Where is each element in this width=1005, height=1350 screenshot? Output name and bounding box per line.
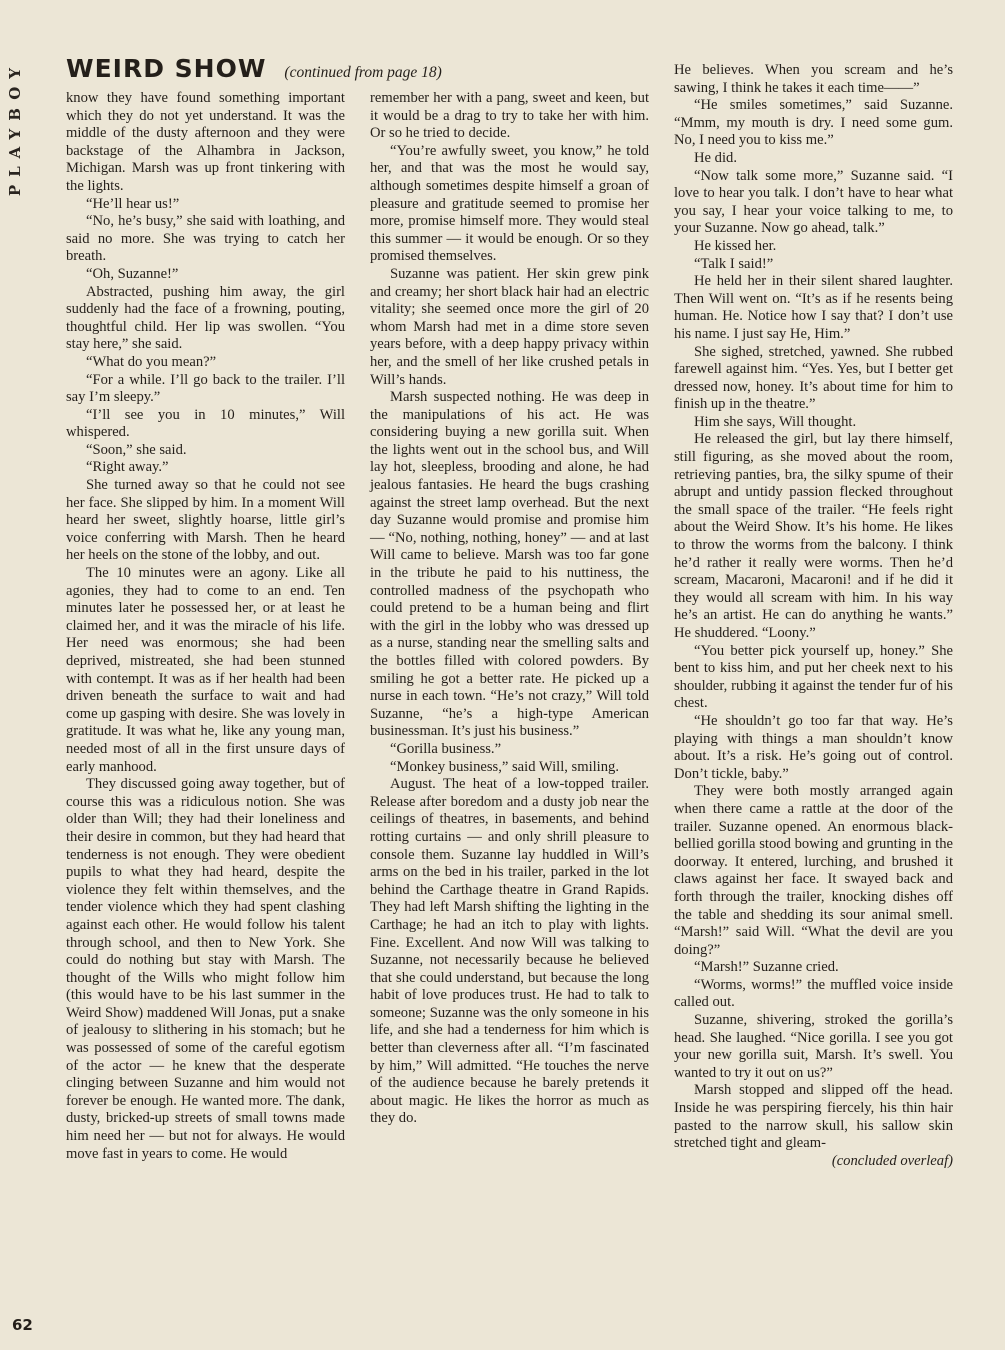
text-column-1 xyxy=(66,90,345,1163)
paragraph: “Worms, worms!” the muffled voice inside called out. xyxy=(674,976,953,1011)
page-number: 62 xyxy=(12,1316,33,1334)
paragraph: remember her with a pang, sweet and keen, but it would be a drag to try to take her with him. Or so he tried to decide. xyxy=(370,90,649,142)
paragraph: Marsh stopped and slipped off the head. Inside he was perspiring fiercely, his thin hair pasted to the narrow skull, his sallow skin stretched tight and gleam- xyxy=(674,1082,953,1152)
paragraph: “He smiles sometimes,” said Suzanne. “Mmm, my mouth is dry. I need some gum. No, I need you to kiss me.” xyxy=(674,97,953,149)
text-column-3 xyxy=(674,62,953,1170)
paragraph: “Marsh!” Suzanne cried. xyxy=(694,959,839,976)
magazine-name-sidebar: PLAYBOY xyxy=(6,60,24,197)
paragraph: Suzanne, shivering, stroked the gorilla’s head. She laughed. “Nice gorilla. I see you got your new gorilla suit, Marsh. It’s swell. You wanted to try it out on us?” xyxy=(674,1012,953,1081)
paragraph: “Right away.” xyxy=(86,459,169,476)
paragraph: He kissed her. xyxy=(694,237,777,254)
paragraph: He released the girl, but lay there himself, still figuring, as she moved about the room, retrieving panties, bra, the silky spume of their abrupt and untidy passion flecked throughout the small space of the trailer. “He feels right about the Weird Show. It’s his home. He likes to throw the worms from the balcony. I think he’d rather it really were worms. Then he’d scream, Macaroni, Macaroni! and if he did it they would all scream with him. In his way he’s an artist. He can do anything he wants.” He shuddered. “Loony.” xyxy=(674,431,953,641)
paragraph: They were both mostly arranged again when there came a rattle at the door of the trailer. Suzanne opened. An enormous black-bellied gorilla stood bowing and grunting in the doorway. It entered, lurching, and brushed it claws against her face. It swayed back and forth through the trailer, knocking dishes off the table and shedding its sour animal smell. “Marsh!” said Will. “What the devil are you doing?” xyxy=(674,783,953,958)
concluded-note: (concluded overleaf) xyxy=(831,1152,953,1169)
paragraph: “For a while. I’ll go back to the trailer. I’ll say I’m sleepy.” xyxy=(66,371,345,406)
paragraph: “You’re awfully sweet, you know,” he told her, and that was the most he would say, although sometimes despite himself a groan of pleasure and gratitude seemed to promise her more, promise himself more. They would steal this summer — it would be enough. Or so they promised themselves. xyxy=(370,142,649,265)
paragraph: “Oh, Suzanne!” xyxy=(86,265,179,282)
paragraph: “Soon,” she said. xyxy=(86,441,187,458)
paragraph: “You better pick yourself up, honey.” She bent to kiss him, and put her cheek next to his shoulder, rubbing it against the tender fur of his chest. xyxy=(674,642,953,712)
paragraph: “He’ll hear us!” xyxy=(86,195,180,212)
paragraph: “What do you mean?” xyxy=(86,353,217,370)
paragraph: She turned away so that he could not see her face. She slipped by him. In a moment Will heard her sweet, slightly hoarse, little girl’s voice conferring with Marsh. Then he heard her heels on the stone of the lobby, and out. xyxy=(66,477,345,564)
paragraph: They discussed going away together, but of course this was a ridiculous notion. She was older than Will; they had their loneliness and their desire in common, but they had heard that tenderness is not enough. They were obedient pupils to what they had heard, despite the violence they felt within themselves, and the tender violence which they had spent clashing against each other. He would follow his talent through school, and then to New York. She could do nothing but stay with Marsh. The thought of the Wills who might follow him (this would have to be his last summer in the Weird Show) maddened Will Jonas, put a snake of jealousy to slithering in his stomach; but he was possessed of some of the careful egotism of the actor — he knew that the desperate clinging between Suzanne and him would not forever be enough. He wanted more. The dank, dusty, bricked-up streets of small towns made him need her — but not for always. He would move fast in years to come. He would xyxy=(66,776,345,1162)
paragraph: August. The heat of a low-topped trailer. Release after boredom and a dusty job near the ceilings of theatres, in basements, and behind rotting curtains — and only shrill pleasure to console them. Suzanne lay huddled in Will’s arms on the bed in his trailer, parked in the lot behind the Carthage theatre in Grand Rapids. They had left Marsh shifting the lighting in the Carthage; he had an itch to play with lights. Fine. Excellent. And now Will was talking to Suzanne, not necessarily because he believed that she could understand, but because the long habit of love produces trust. He had to talk to someone; Suzanne was the only someone in his life, and she had a tenderness for him which is better than cleverness after all. “I’m fascinated by him,” Will admitted. “He touches the nerve of the audience because he barely pretends it about magic. He likes the horror as much as they do. xyxy=(370,776,649,1127)
paragraph: “No, he’s busy,” she said with loathing, and said no more. She was trying to catch her breath. xyxy=(66,213,345,265)
paragraph: Abstracted, pushing him away, the girl suddenly had the face of a frowning, pouting, thoughtful child. Her lip was swollen. “You stay here,” she said. xyxy=(66,283,345,353)
paragraph: Marsh suspected nothing. He was deep in the manipulations of his act. He was considering buying a new gorilla suit. When the lights went out in the school bus, and Will lay hot, sleepless, brooding and alone, he had jealous fantasies. He heard the bugs crashing against the street lamp overhead. But the next day Suzanne would promise and promise him — “No, nothing, nothing, honey” — and at last Will came to believe. Marsh was too far gone in the tribute he paid to his nuttiness, the controlled madness of the psychopath who could pretend to be a human being and flirt with the girl in the lobby who was dressed up as a nurse, standing near the smelling salts and the bottles filled with colored powders. By smiling he got a better rate. He picked up a nurse in each town. “He’s not crazy,” Will told Suzanne, “he’s a high-type American businessman. It’s just his business.” xyxy=(370,389,649,740)
paragraph: “Gorilla business.” xyxy=(390,740,502,757)
paragraph: The 10 minutes were an agony. Like all agonies, they had to come to an end. Ten minutes later he possessed her, or at least he claimed her, and it was the miracle of his life. Her need was enormous; she had been deprived, mistreated, she had been stunned with contempt. It was as if her health had been driven beneath the surface to wait and had come up gasping with desire. She was lovely in gratitude. It was what he, like any young man, needed most of all in the first unsure days of early manhood. xyxy=(66,565,345,775)
paragraph: Suzanne was patient. Her skin grew pink and creamy; her short black hair had an electric vitality; she seemed once more the girl of 20 whom Marsh had met in a dime store seven years before, with a deep happy privacy within her, and the smell of her like crushed petals in Will’s hands. xyxy=(370,265,649,388)
paragraph: know they have found something important which they do not yet understand. It was the middle of the dusty afternoon and they were backstage of the Alhambra in Jackson, Michigan. Marsh was up front tinkering with the lights. xyxy=(66,90,345,194)
paragraph: He believes. When you scream and he’s sawing, I think he takes it each time——” xyxy=(674,62,953,96)
article-header xyxy=(66,54,442,84)
paragraph: “Monkey business,” said Will, smiling. xyxy=(390,758,619,775)
article-title: WEIRD SHOW xyxy=(66,54,267,83)
paragraph: “Talk I said!” xyxy=(694,255,774,272)
paragraph: “He shouldn’t go too far that way. He’s playing with things a man shouldn’t know about. It’s a risk. He’s going out of control. Don’t tickle, baby.” xyxy=(674,712,953,782)
paragraph: He did. xyxy=(694,149,737,166)
paragraph: “I’ll see you in 10 minutes,” Will whispered. xyxy=(66,406,345,441)
paragraph: Him she says, Will thought. xyxy=(694,413,857,430)
paragraph: She sighed, stretched, yawned. She rubbed farewell against him. “Yes. Yes, but I better get dressed now, honey. It’s about time for him to finish up in the theatre.” xyxy=(674,343,953,413)
paragraph: He held her in their silent shared laughter. Then Will went on. “It’s as if he resents being human. He. Notice how I say that? I don’t use his name. I just say He, Him.” xyxy=(674,273,953,342)
continued-note: (continued from page 18) xyxy=(284,64,442,81)
paragraph: “Now talk some more,” Suzanne said. “I love to hear you talk. I don’t have to hear what you say, I hear your voice talking to me, to your Suzanne. Now go ahead, talk.” xyxy=(674,167,953,237)
text-column-2 xyxy=(370,90,649,1128)
